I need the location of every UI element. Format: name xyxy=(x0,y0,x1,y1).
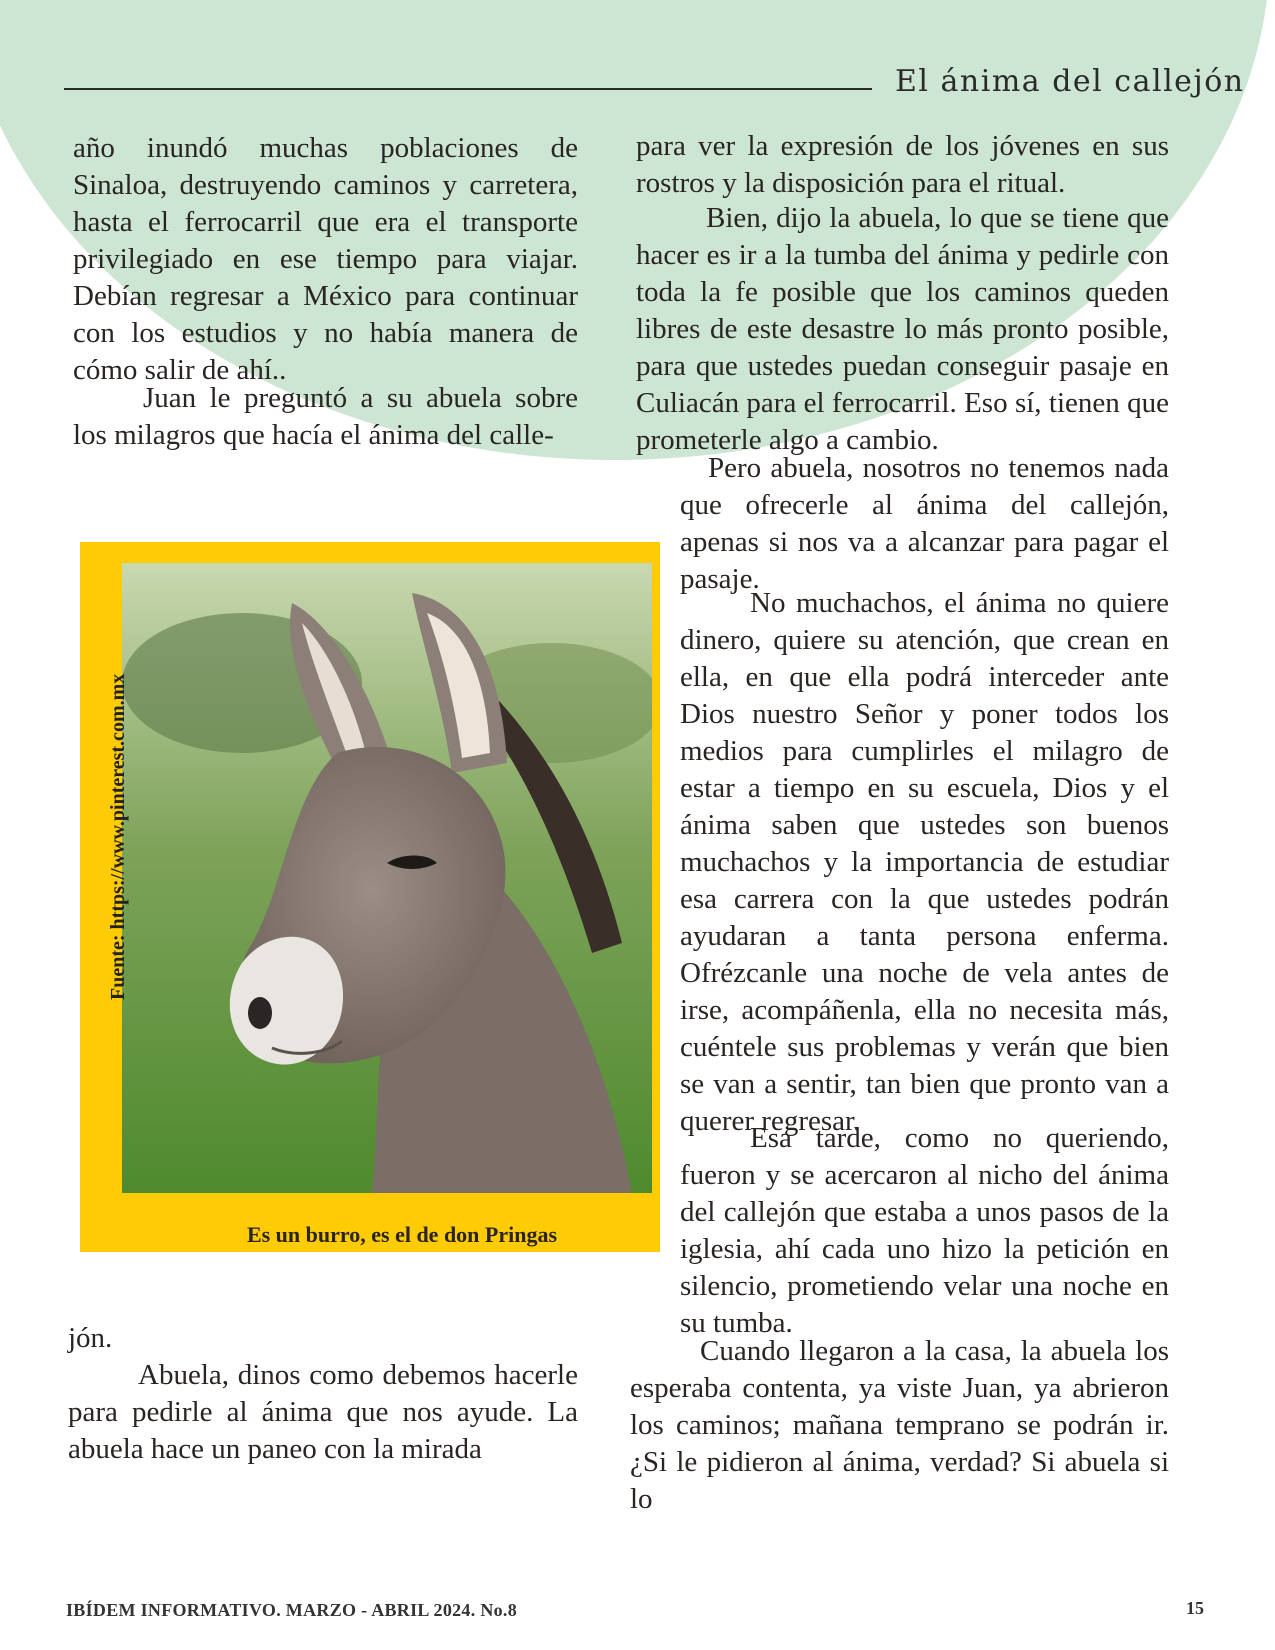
right-paragraph-2: Bien, dijo la abuela, lo que se tiene que hacer es ir a la tumba del ánima y pedirle con toda la fe posible que los caminos queden libres de este desastre lo más pronto posible, para que ustedes puedan conseguir pasaje en Culiacán para el ferrocarril. Eso sí, tienen que prometerle algo a cambio. xyxy=(636,202,1169,456)
right-paragraph-6: Cuando llegaron a la casa, la abuela los esperaba contenta, ya viste Juan, ya abrieron los caminos; mañana temprano se podrán ir. ¿Si le pidieron al ánima, verdad? Si abuela si lo xyxy=(630,1335,1169,1515)
right-paragraph-3: Pero abuela, nosotros no tenemos nada que ofrecerle al ánima del callejón, apenas si nos va a alcanzar para pagar el pasaje. xyxy=(680,452,1169,595)
image-credit: Fuente: https://www.pinterest.com.mx xyxy=(107,673,129,1000)
image-frame-notch xyxy=(80,1252,152,1300)
publication-footer: IBÍDEM INFORMATIVO. MARZO - ABRIL 2024. No.8 xyxy=(66,1600,518,1620)
left-paragraph-1: año inundó muchas poblaciones de Sinaloa, destruyendo caminos y carretera, hasta el ferrocarril que era el transporte privilegiado en ese tiempo para viajar. Debían regresar a México para continuar con los estudios y no había manera de cómo salir de ahí.. xyxy=(73,132,578,386)
right-paragraph-1: para ver la expresión de los jóvenes en sus rostros y la disposición para el ritual. xyxy=(636,130,1169,199)
header-rule xyxy=(64,88,872,90)
left-paragraph-3: jón. xyxy=(68,1322,113,1354)
right-paragraph-4: No muchachos, el ánima no quiere dinero, quiere su atención, que crean en ella, en que ella podrá interceder ante Dios nuestro Señor y poner todos los medios para cumplirles el milagro de estar a tiempo en su escuela, Dios y el ánima saben que ustedes son buenos muchachos y la importancia de estudiar esa carrera con la que ustedes podrán ayudaran a tanta persona enferma. Ofrézcanle una noche de vela antes de irse, acompáñenla, ella no necesita más, cuéntele sus problemas y verán que bien se van a sentir, tan bien que pronto van a querer regresar. xyxy=(680,587,1169,1137)
right-paragraph-5: Esa tarde, como no queriendo, fueron y se acercaron al nicho del ánima del callejón que estaba a unos pasos de la iglesia, ahí cada uno hizo la petición en silencio, prometiendo velar una noche en su tumba. xyxy=(680,1122,1169,1339)
image-caption: Es un burro, es el de don Pringas xyxy=(246,1222,558,1247)
left-paragraph-4: Abuela, dinos como debemos hacerle para pedirle al ánima que nos ayude. La abuela hace un paneo con la mirada xyxy=(68,1359,578,1465)
donkey-photo xyxy=(122,563,652,1193)
section-title: El ánima del callejón xyxy=(895,64,1245,99)
left-paragraph-2: Juan le preguntó a su abuela sobre los milagros que hacía el ánima del calle- xyxy=(73,382,578,451)
page-number: 15 xyxy=(1186,1598,1204,1618)
